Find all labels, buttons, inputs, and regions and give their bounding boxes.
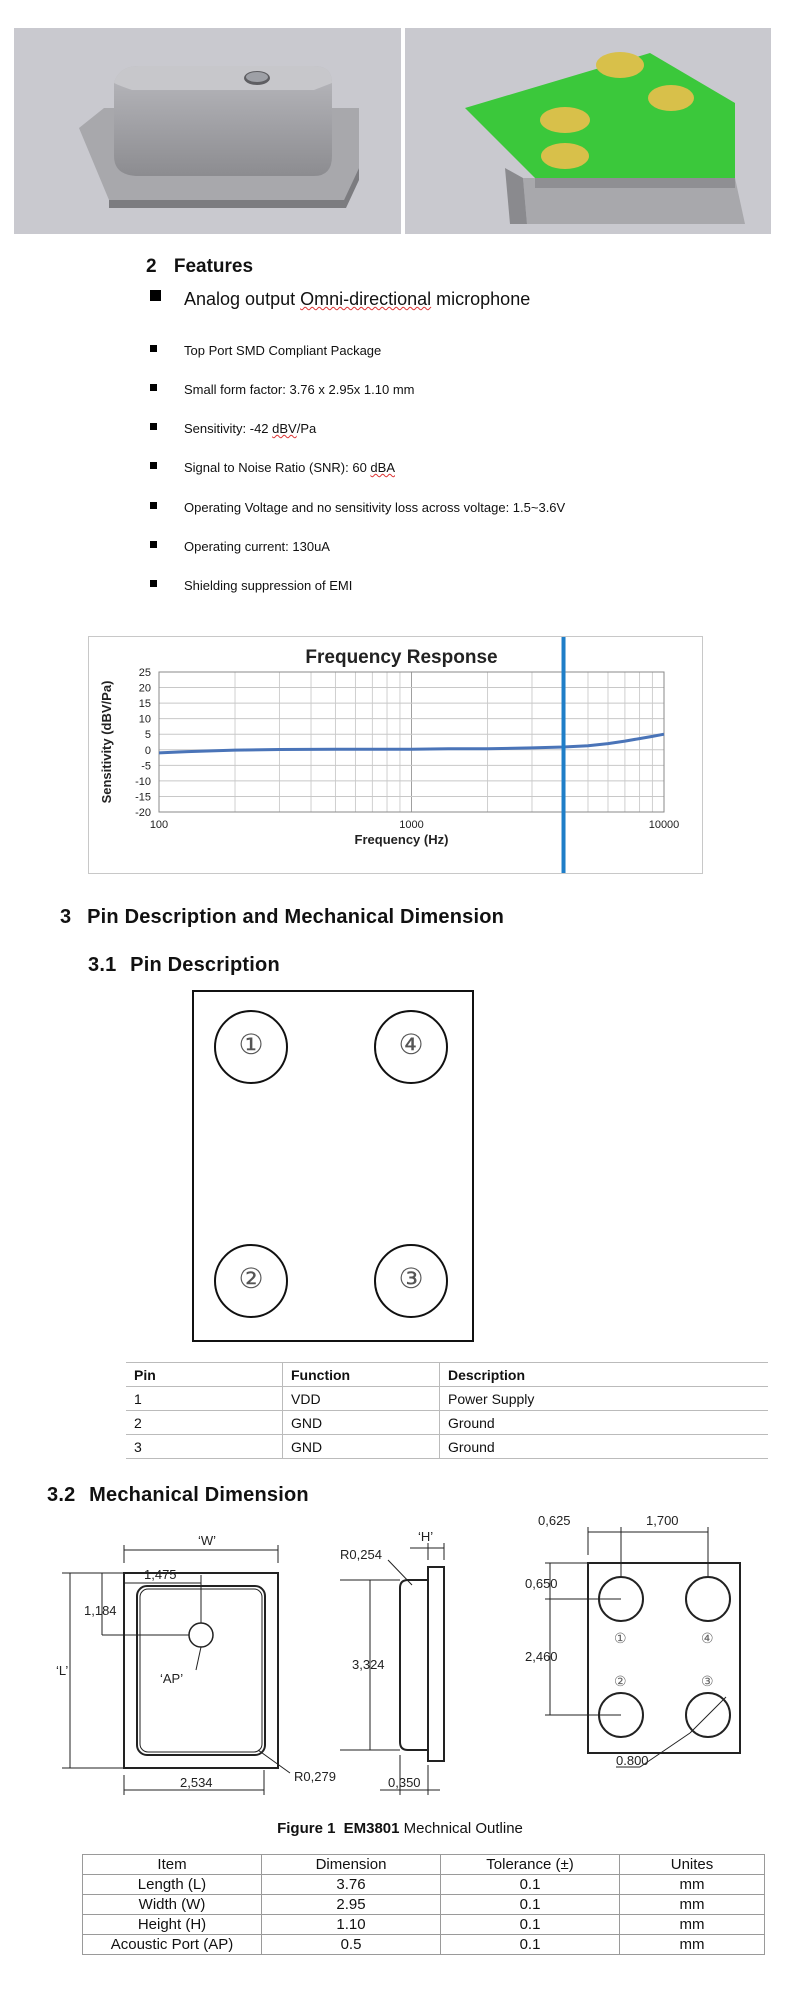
- feature-lead-squiggle: Omni-directional: [300, 289, 432, 309]
- table-cell: Width (W): [83, 1895, 262, 1915]
- y-tick-label: 0: [144, 744, 151, 757]
- table-cell: Acoustic Port (AP): [83, 1935, 262, 1955]
- bullet-icon: [150, 541, 157, 548]
- dim-1184: 1,184: [84, 1603, 117, 1618]
- bottom-pin-label-4: ④: [701, 1631, 714, 1647]
- table-cell: Length (L): [83, 1875, 262, 1895]
- feature-text-pre: Operating Voltage and no sensitivity loss across voltage: 1.5~3.6V: [184, 500, 566, 515]
- section-3-number: 3: [60, 906, 72, 928]
- table-cell: 3: [126, 1435, 283, 1459]
- bottom-view: [525, 1513, 740, 1768]
- table-cell: 0.1: [441, 1915, 620, 1935]
- pad-3: [648, 85, 694, 111]
- caption-figure: Figure 1: [277, 1820, 336, 1837]
- dim-header-cell: Tolerance (±): [441, 1855, 620, 1875]
- bottom-pin-label-1: ①: [614, 1631, 627, 1647]
- dim-1475: 1,475: [144, 1567, 177, 1582]
- dim-header-cell: Item: [83, 1855, 262, 1875]
- features-title: Features: [173, 256, 254, 277]
- x-axis-label: Frequency (Hz): [354, 832, 449, 847]
- section-3-title: Pin Description and Mechanical Dimension: [87, 906, 505, 928]
- label-L: ‘L’: [56, 1663, 69, 1678]
- dim-2534: 2,534: [180, 1775, 213, 1790]
- y-tick-label: -15: [135, 791, 151, 804]
- dim-0625: 0,625: [538, 1513, 571, 1528]
- dim-0350: 0,350: [388, 1775, 421, 1790]
- pin-label-4: ④: [398, 1028, 424, 1061]
- bullet-icon: [150, 384, 157, 391]
- side-base: [428, 1567, 444, 1761]
- table-row: [126, 1387, 768, 1411]
- table-cell: Height (H): [83, 1915, 262, 1935]
- side-cap: [400, 1580, 428, 1750]
- bullet-icon: [150, 580, 157, 587]
- table-row: [83, 1915, 765, 1935]
- table-cell: 3.76: [262, 1875, 441, 1895]
- acoustic-port: [189, 1623, 213, 1647]
- table-row: [126, 1435, 768, 1459]
- feature-text-pre: Sensitivity: -42: [184, 421, 273, 436]
- table-cell: 2: [126, 1411, 283, 1435]
- bottom-outline: [588, 1563, 740, 1753]
- pad-2: [596, 52, 644, 78]
- label-AP: ‘AP’: [160, 1671, 184, 1686]
- bottom-pin-label-2: ②: [614, 1674, 627, 1690]
- feature-text-pre: Shielding suppression of EMI: [184, 578, 353, 593]
- radius-0279: R0,279: [294, 1769, 336, 1784]
- section-3-heading: [60, 906, 504, 929]
- section-32-title: Mechanical Dimension: [89, 1484, 309, 1506]
- caption-part: EM3801: [343, 1820, 400, 1837]
- dim-1700: 1,700: [646, 1513, 679, 1528]
- table-cell: Power Supply: [440, 1387, 769, 1411]
- pin-table-header-cell: Pin: [126, 1363, 283, 1387]
- bullet-icon: [150, 290, 161, 301]
- pin-circle-2: [214, 1244, 288, 1318]
- section-31-heading: [88, 954, 280, 977]
- table-cell: 1.10: [262, 1915, 441, 1935]
- y-tick-label: 15: [138, 698, 151, 711]
- x-tick-label: 10000: [648, 819, 680, 831]
- caption-text: Mechnical Outline: [403, 1820, 523, 1837]
- table-cell: 0.1: [441, 1875, 620, 1895]
- feature-text-squiggle: dBV: [272, 421, 297, 436]
- mechanical-outline-drawing: [0, 1505, 800, 1820]
- section-32-heading: [47, 1484, 309, 1507]
- dim-0650: 0,650: [525, 1576, 558, 1591]
- bottom-pin-label-3: ③: [701, 1674, 714, 1690]
- y-axis-label: Sensitivity (dBV/Pa): [99, 680, 114, 804]
- table-cell: mm: [620, 1915, 765, 1935]
- table-cell: mm: [620, 1895, 765, 1915]
- y-tick-label: -10: [135, 775, 151, 788]
- table-cell: Ground: [440, 1435, 769, 1459]
- y-tick-label: 10: [138, 713, 151, 726]
- y-tick-label: 5: [144, 729, 151, 742]
- bullet-icon: [150, 423, 157, 430]
- section-31-title: Pin Description: [130, 954, 280, 976]
- bullet-icon: [150, 462, 157, 469]
- dimension-table: [82, 1854, 765, 1955]
- microphone-top-illustration: [14, 28, 401, 234]
- dim-3324: 3,324: [352, 1657, 385, 1672]
- feature-text-post: /Pa: [296, 421, 317, 436]
- table-cell: mm: [620, 1935, 765, 1955]
- table-row: [83, 1935, 765, 1955]
- section-31-number: 3.1: [88, 954, 117, 976]
- x-tick-label: 100: [149, 819, 169, 831]
- feature-text-pre: Small form factor: 3.76 x 2.95x 1.10 mm: [184, 382, 415, 397]
- table-cell: 0.1: [441, 1895, 620, 1915]
- x-tick-label: 1000: [399, 819, 424, 831]
- pin-circle-1: [214, 1010, 288, 1084]
- features-heading: [146, 256, 253, 278]
- bottom-pad-4: [686, 1577, 730, 1621]
- pin-table-header-cell: Description: [440, 1363, 769, 1387]
- figure-caption: [0, 1820, 800, 1837]
- pin-label-1: ①: [238, 1028, 264, 1061]
- bullet-icon: [150, 345, 157, 352]
- feature-text-pre: Signal to Noise Ratio (SNR): 60: [184, 460, 371, 475]
- table-cell: mm: [620, 1875, 765, 1895]
- photo-bottom-view: [405, 28, 771, 234]
- dimension-table-header: [83, 1855, 765, 1875]
- dim-0800: 0.800: [616, 1753, 649, 1768]
- table-row: [126, 1411, 768, 1435]
- frequency-response-chart: [88, 636, 703, 874]
- table-cell: VDD: [283, 1387, 440, 1411]
- feature-text-pre: Operating current: 130uA: [184, 539, 330, 554]
- pin-diagram: [192, 990, 474, 1342]
- dim-header-cell: Dimension: [262, 1855, 441, 1875]
- feature-text-pre: Top Port SMD Compliant Package: [184, 343, 382, 358]
- table-cell: 2.95: [262, 1895, 441, 1915]
- pin-table-header: [126, 1363, 768, 1387]
- section-32-number: 3.2: [47, 1484, 76, 1506]
- table-cell: GND: [283, 1411, 440, 1435]
- table-cell: 0.5: [262, 1935, 441, 1955]
- feature-lead-pre: Analog output: [184, 289, 301, 309]
- pin-table-header-cell: Function: [283, 1363, 440, 1387]
- pin-table: [126, 1362, 768, 1459]
- dim-header-cell: Unites: [620, 1855, 765, 1875]
- y-tick-label: -20: [135, 807, 151, 819]
- pin-circle-3: [374, 1244, 448, 1318]
- pin-label-2: ②: [238, 1262, 264, 1295]
- side-view: [340, 1529, 444, 1795]
- photo-top-view: [14, 28, 401, 234]
- bullet-icon: [150, 502, 157, 509]
- feature-lead-post: microphone: [431, 289, 531, 309]
- chart-svg: [89, 637, 702, 873]
- label-W: ‘W’: [198, 1533, 217, 1548]
- table-cell: 0.1: [441, 1935, 620, 1955]
- features-number: 2: [146, 256, 157, 277]
- front-view: [56, 1533, 336, 1795]
- table-row: [83, 1895, 765, 1915]
- label-H: ‘H’: [418, 1529, 434, 1544]
- y-tick-label: 25: [138, 667, 151, 679]
- y-tick-label: 20: [138, 682, 151, 695]
- chart-title: Frequency Response: [305, 647, 498, 668]
- pad-1: [540, 107, 590, 133]
- y-tick-label: -5: [141, 760, 151, 773]
- microphone-bottom-illustration: [405, 28, 771, 234]
- table-cell: GND: [283, 1435, 440, 1459]
- feature-text-squiggle: dBA: [370, 460, 395, 475]
- radius-0254: R0,254: [340, 1547, 382, 1562]
- table-cell: Ground: [440, 1411, 769, 1435]
- table-row: [83, 1875, 765, 1895]
- table-cell: 1: [126, 1387, 283, 1411]
- pin-label-3: ③: [398, 1262, 424, 1295]
- dim-2460: 2,460: [525, 1649, 558, 1664]
- pad-4: [541, 143, 589, 169]
- pin-circle-4: [374, 1010, 448, 1084]
